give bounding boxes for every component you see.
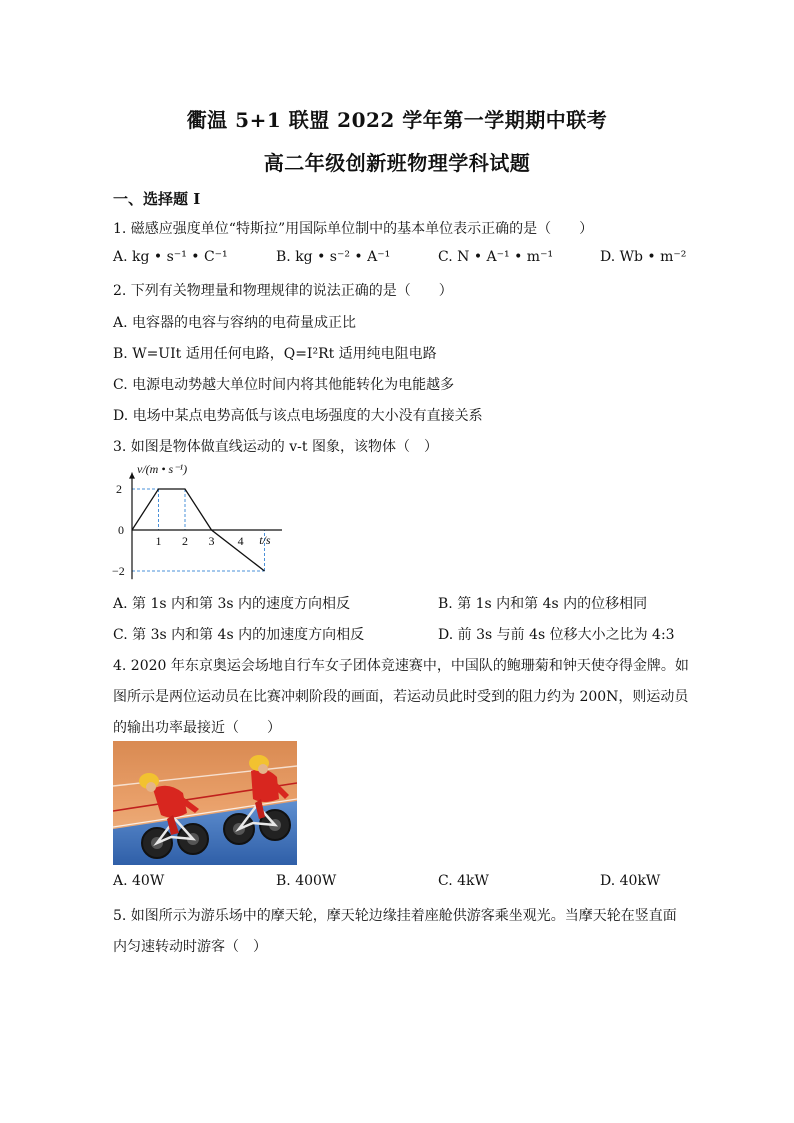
x-axis-label: t/s [259, 533, 271, 547]
q1-option-b: B. kg • s⁻² • A⁻¹ [276, 249, 391, 265]
q3-stem: 3. 如图是物体做直线运动的 v-t 图象，该物体（ ） [113, 439, 438, 455]
q4-option-d: D. 40kW [600, 873, 661, 889]
vt-graph [112, 457, 282, 582]
q3-option-b: B. 第 1s 内和第 4s 内的位移相同 [438, 596, 648, 612]
q4-option-c: C. 4kW [438, 873, 489, 889]
q2-stem: 2. 下列有关物理量和物理规律的说法正确的是（ ） [113, 283, 453, 299]
section-heading: 一、选择题 I [113, 190, 201, 208]
q1-option-c: C. N • A⁻¹ • m⁻¹ [438, 249, 554, 265]
q2-option-d: D. 电场中某点电势高低与该点电场强度的大小没有直接关系 [113, 408, 483, 424]
y-axis-label: v/(m • s⁻¹) [137, 462, 188, 476]
q1-option-d: D. Wb • m⁻² [600, 249, 687, 265]
q4-option-a: A. 40W [113, 873, 165, 889]
cyclists-photo [113, 741, 297, 865]
y-axis-arrow [129, 473, 135, 479]
q4-stem-line1: 4. 2020 年东京奥运会场地自行车女子团体竞速赛中，中国队的鲍珊菊和钟天使夺得金牌。如 [113, 658, 689, 674]
x-tick-label-1: 1 [155, 534, 162, 548]
q3-option-d: D. 前 3s 与前 4s 位移大小之比为 4:3 [438, 627, 675, 643]
exam-title: 衢温 5+1 联盟 2022 学年第一学期期中联考 [186, 108, 608, 132]
x-tick-label-2: 2 [182, 534, 188, 548]
q1-stem: 1. 磁感应强度单位“特斯拉”用国际单位制中的基本单位表示正确的是（ ） [113, 221, 594, 237]
q4-stem-line3: 的输出功率最接近（ ） [113, 720, 281, 736]
q4-stem-line2: 图所示是两位运动员在比赛冲刺阶段的画面，若运动员此时受到的阻力约为 200N，则运动员 [113, 689, 689, 705]
q3-option-c: C. 第 3s 内和第 4s 内的加速度方向相反 [113, 627, 365, 643]
q2-option-c: C. 电源电动势越大单位时间内将其他能转化为电能越多 [113, 377, 455, 393]
x-tick-label-4: 4 [237, 534, 244, 548]
q1-option-a: A. kg • s⁻¹ • C⁻¹ [113, 249, 228, 265]
exam-subtitle: 高二年级创新班物理学科试题 [263, 151, 531, 175]
q5-stem-line1: 5. 如图所示为游乐场中的摩天轮，摩天轮边缘挂着座舱供游客乘坐观光。当摩天轮在竖直面 [113, 908, 677, 924]
x-tick-label-3: 3 [208, 534, 215, 548]
q4-option-b: B. 400W [276, 873, 337, 889]
q2-option-b: B. W=UIt 适用任何电路，Q=I²Rt 适用纯电阻电路 [113, 346, 437, 362]
y-tick-label: 2 [116, 482, 122, 496]
q2-option-a: A. 电容器的电容与容纳的电荷量成正比 [113, 315, 357, 331]
y-tick-label: 0 [118, 523, 124, 537]
q3-option-a: A. 第 1s 内和第 3s 内的速度方向相反 [113, 596, 350, 612]
y-tick-label: −2 [112, 564, 125, 578]
q5-stem-line2: 内匀速转动时游客（ ） [113, 939, 267, 955]
